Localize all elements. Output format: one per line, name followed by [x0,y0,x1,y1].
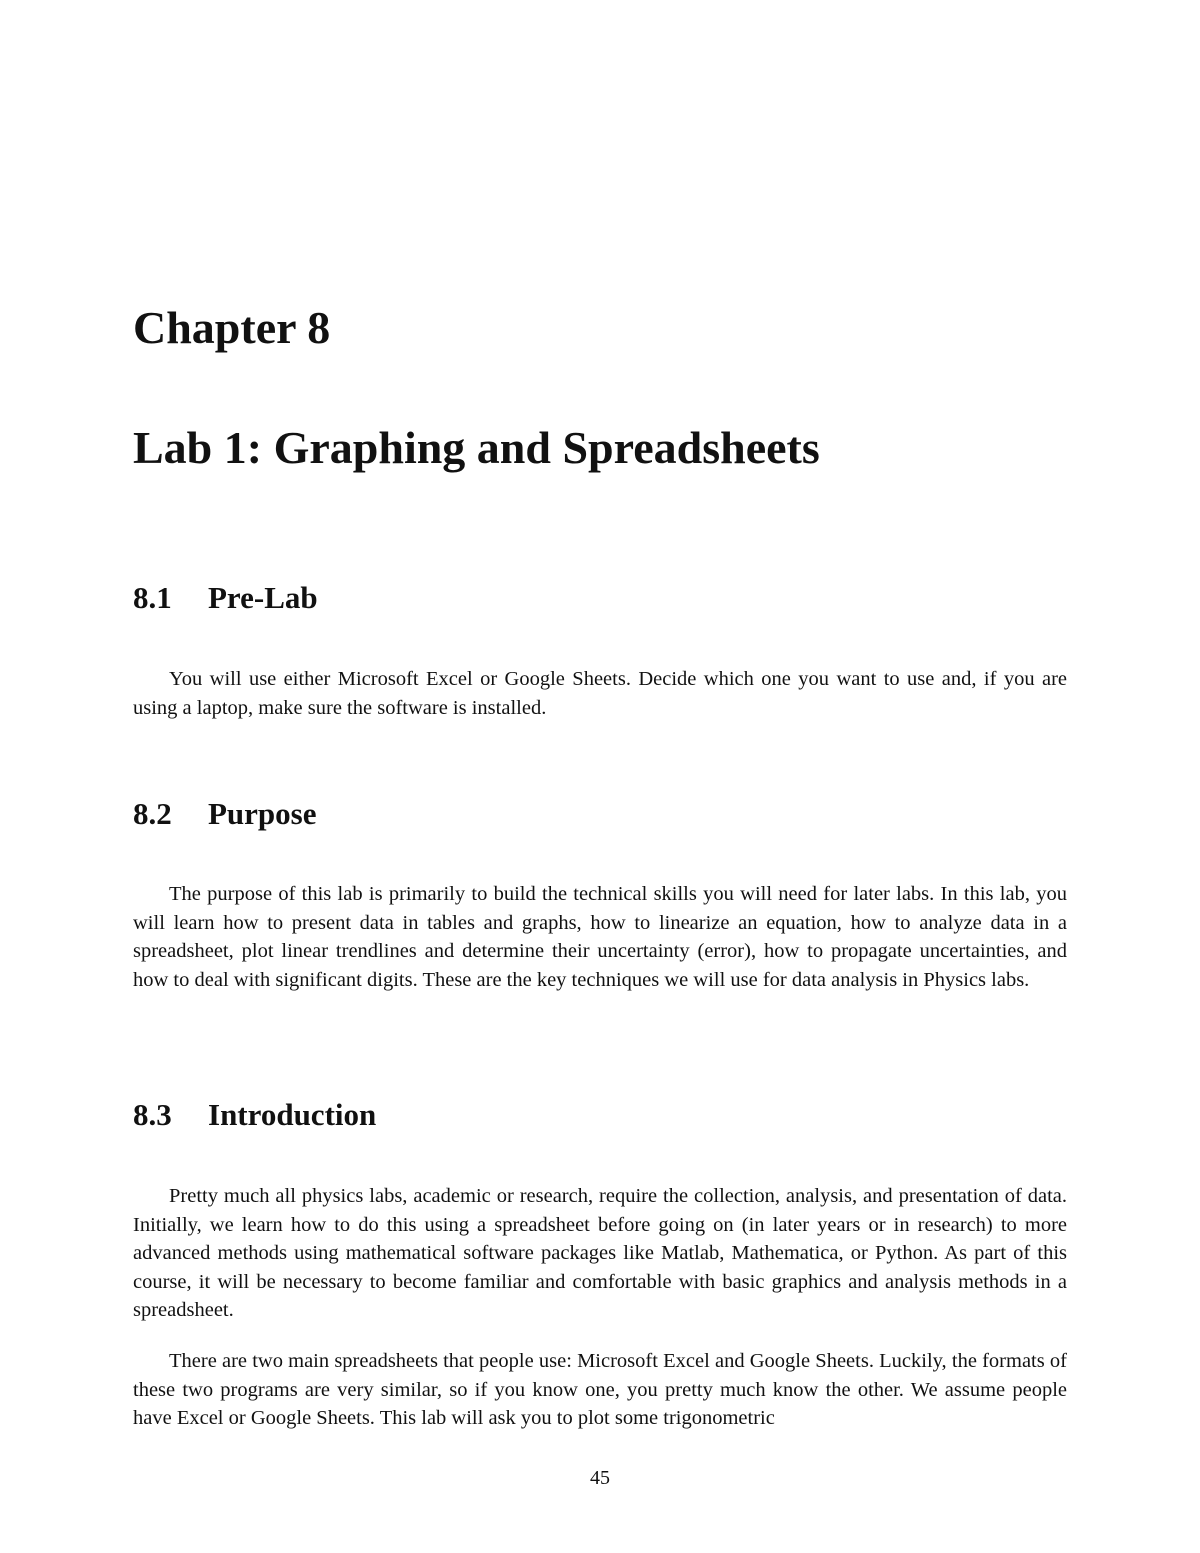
chapter-title: Lab 1: Graphing and Spreadsheets [133,422,820,473]
pre-lab-paragraph: You will use either Microsoft Excel or Google Sheets. Decide which one you want to use and, if you are using a laptop, make sure the software is installed. [133,668,1067,719]
introduction-paragraph-2: There are two main spreadsheets that people use: Microsoft Excel and Google Sheets. Luckily, the formats of these two programs are very similar, so if you know one, you pretty much know the other. We assume people have Excel or Google Sheets. This lab will ask you to plot some trigonometric [133,1350,1067,1429]
section-number: 8.1 [133,580,172,615]
section-heading-pre-lab [133,578,318,618]
section-title: Pre-Lab [208,580,318,615]
section-heading-purpose [133,794,317,834]
purpose-paragraph: The purpose of this lab is primarily to build the technical skills you will need for later labs. In this lab, you will learn how to present data in tables and graphs, how to linearize an equation, how to analyze data in a spreadsheet, plot linear trendlines and determine their uncertainty (error), how to propagate uncertainties, and how to deal with significant digits. These are the key techniques we will use for data analysis in Physics labs. [133,883,1067,991]
introduction-paragraph-1: Pretty much all physics labs, academic or research, require the collection, analysis, and presentation of data. Initially, we learn how to do this using a spreadsheet before going on (in later years or in research) to more advanced methods using mathematical software packages like Matlab, Mathematica, or Python. As part of this course, it will be necessary to become familiar and comfortable with basic graphics and analysis methods in a spreadsheet. [133,1185,1067,1321]
chapter-label: Chapter 8 [133,302,331,353]
section-title: Introduction [208,1097,377,1132]
section-title: Purpose [208,796,317,831]
section-number: 8.3 [133,1097,172,1132]
section-heading-introduction [133,1095,376,1135]
page-number: 45 [590,1467,610,1489]
section-number: 8.2 [133,796,172,831]
